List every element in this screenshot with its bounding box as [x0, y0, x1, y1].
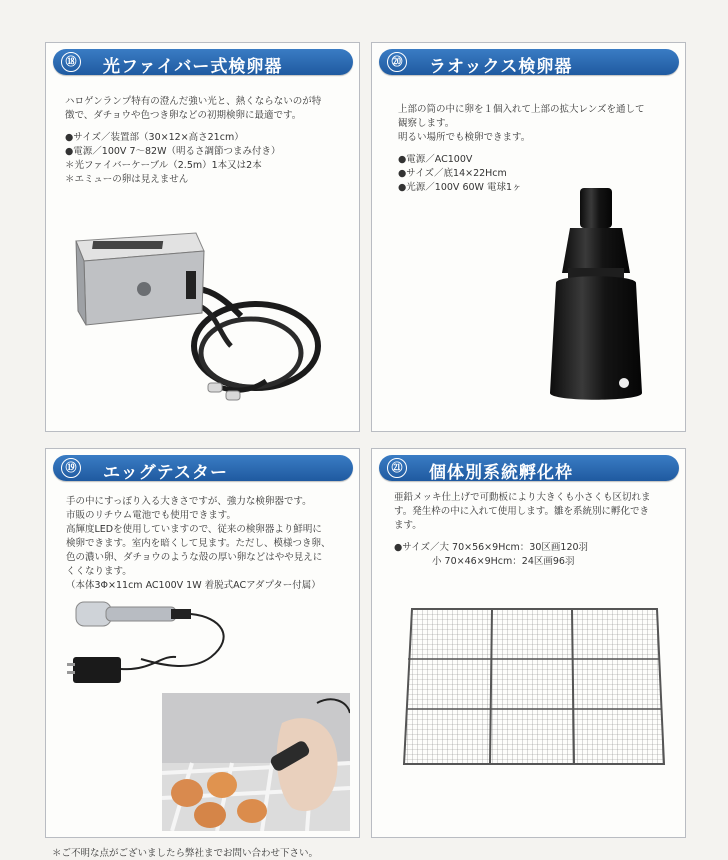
description-line: 上部の筒の中に卵を１個入れて上部の拡大レンズを通して — [398, 104, 645, 115]
product-text — [66, 495, 330, 593]
product-title: ラオックス検卵器 — [429, 57, 573, 77]
description-line: す。発生枠の中に入れて使用します。雛を系統別に孵化でき — [394, 506, 649, 517]
product-panel-18 — [45, 42, 360, 432]
description-line: 徴で、ダチョウや色つき卵などの初期検卵に最適です。 — [65, 110, 302, 121]
spec-line: ●サイズ／装置部（30×12×高さ21cm） — [65, 132, 244, 143]
spec-line: ●光源／100V 60W 電球1ヶ — [398, 182, 522, 193]
description-line: 観察します。 — [398, 118, 455, 129]
product-text — [65, 95, 321, 187]
spec-line: （本体3Φ×11cm AC100V 1W 着脱式ACアダプター付属） — [66, 580, 321, 591]
product-panel-21 — [371, 448, 686, 838]
product-panel-19 — [45, 448, 360, 838]
product-number: ⑲ — [61, 458, 81, 478]
product-title-bar — [379, 455, 679, 481]
description-line: 高輝度LEDを使用していますので、従来の検卵器より鮮明に — [66, 524, 322, 535]
product-number: ⑳ — [387, 52, 407, 72]
description-line: くくなります。 — [66, 566, 132, 577]
description-line: ハロゲンランプ特有の澄んだ強い光と、熱くならないのが特 — [65, 96, 322, 107]
product-title: 個体別系統孵化枠 — [429, 463, 573, 483]
product-number: ⑱ — [61, 52, 81, 72]
spec-line: ＊光ファイバーケーブル（2.5m）1本又は2本 — [65, 160, 262, 171]
spec-line: ●電源／100V 7〜82W（明るさ調節つまみ付き） — [65, 146, 281, 157]
product-title-bar — [379, 49, 679, 75]
product-title: エッグテスター — [103, 463, 228, 483]
product-text — [394, 491, 651, 569]
product-number: ㉑ — [387, 458, 407, 478]
spec-line: ＊エミューの卵は見えません — [65, 174, 189, 185]
fiber-optic-candler-photo — [66, 221, 336, 411]
description-line: 明るい場所でも検卵できます。 — [398, 132, 531, 143]
footer-note: ＊ご不明な点がございましたら弊社までお問い合わせ下さい。 — [52, 848, 319, 859]
description-line: 色の濃い卵、ダチョウのような殻の厚い卵などはやや見えに — [66, 552, 323, 563]
laox-candler-photo — [542, 188, 652, 408]
product-text — [398, 103, 644, 195]
product-title-bar — [53, 49, 353, 75]
product-title: 光ファイバー式検卵器 — [103, 57, 283, 77]
spec-line: ●サイズ／大 70×56×9Hcm：30区画120羽 — [394, 542, 589, 553]
egg-tester-photo — [61, 597, 241, 692]
description-line: 手の中にすっぽり入る大きさですが、強力な検卵器です。 — [66, 496, 312, 507]
spec-line: 小 70×46×9Hcm：24区画96羽 — [394, 556, 575, 567]
spec-line: ●電源／AC100V — [398, 154, 473, 165]
egg-tester-usage-photo — [162, 693, 350, 831]
description-line: 亜鉛メッキ仕上げで可動板により大きくも小さくも区切れま — [394, 492, 651, 503]
description-line: ます。 — [394, 520, 422, 531]
product-panel-20 — [371, 42, 686, 432]
description-line: 市販のリチウム電池でも使用できます。 — [66, 510, 236, 521]
description-line: 検卵できます。室内を暗くして見ます。ただし、模様つき卵、 — [66, 538, 331, 549]
hatching-frame-photo — [402, 599, 667, 774]
spec-line: ●サイズ／底14×22Hcm — [398, 168, 507, 179]
product-title-bar — [53, 455, 353, 481]
